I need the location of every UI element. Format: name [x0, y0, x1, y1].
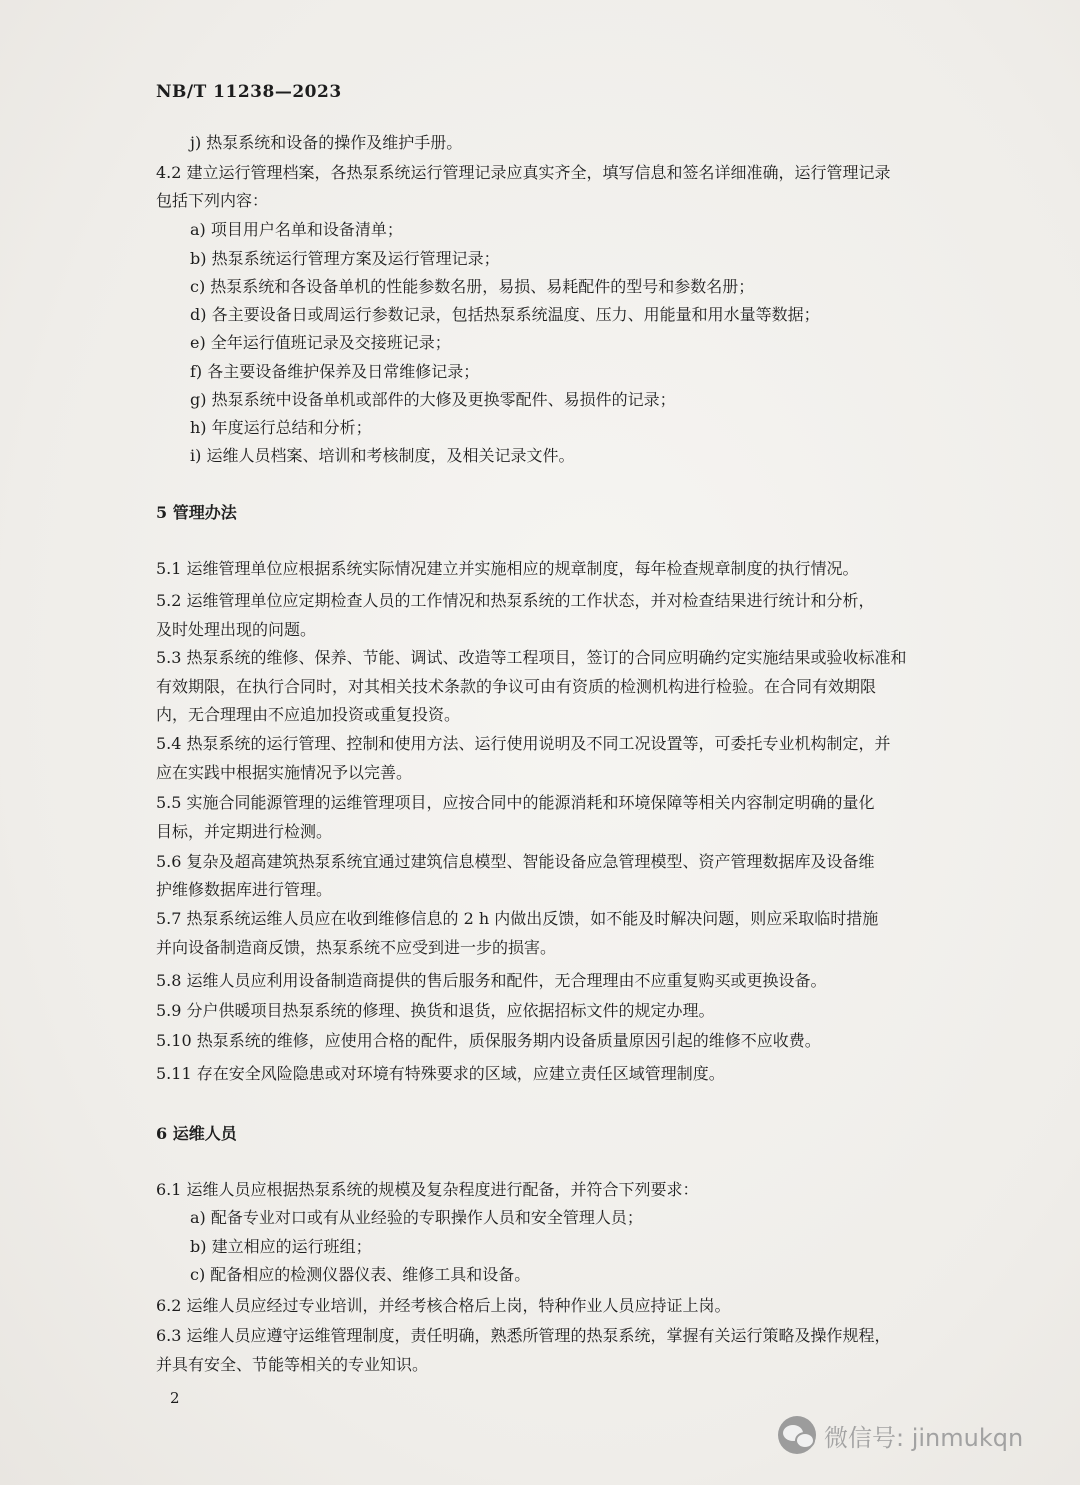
text-line: 5.10 热泵系统的维修，应使用合格的配件，质保服务期内设备质量原因引起的维修不应收费。 [156, 1031, 821, 1050]
text-line: 6.3 运维人员应遵守运维管理制度，责任明确，熟悉所管理的热泵系统，掌握有关运行策略及操作规程， [156, 1326, 891, 1345]
text-line: i) 运维人员档案、培训和考核制度，及相关记录文件。 [190, 446, 575, 465]
text-line: a) 项目用户名单和设备清单； [190, 220, 403, 239]
text-line: c) 热泵系统和各设备单机的性能参数名册，易损、易耗配件的型号和参数名册； [190, 277, 755, 296]
text-line: 有效期限，在执行合同时，对其相关技术条款的争议可由有资质的检测机构进行检验。在合同有效期限 [156, 677, 877, 696]
text-line: 并具有安全、节能等相关的专业知识。 [156, 1355, 429, 1374]
text-line: 5.11 存在安全风险隐患或对环境有特殊要求的区域，应建立责任区域管理制度。 [156, 1064, 725, 1083]
text-line: j) 热泵系统和设备的操作及维护手册。 [190, 133, 463, 152]
text-line: 5.7 热泵系统运维人员应在收到维修信息的 2 h 内做出反馈，如不能及时解决问题，则应采取临时措施 [156, 909, 879, 928]
text-line: a) 配备专业对口或有从业经验的专职操作人员和安全管理人员； [190, 1208, 643, 1227]
text-line: 目标，并定期进行检测。 [156, 822, 333, 841]
text-line: d) 各主要设备日或周运行参数记录，包括热泵系统温度、压力、用能量和用水量等数据； [190, 305, 820, 324]
page-number: 2 [170, 1389, 180, 1407]
text-line: 5.8 运维人员应利用设备制造商提供的售后服务和配件，无合理理由不应重复购买或更换设备。 [156, 971, 827, 990]
text-line: 5.5 实施合同能源管理的运维管理项目，应按合同中的能源消耗和环境保障等相关内容制定明确的量化 [156, 793, 875, 812]
section-heading: 5 管理办法 [156, 503, 237, 522]
text-line: 5.3 热泵系统的维修、保养、节能、调试、改造等工程项目，签订的合同应明确约定实施结果或验收标准和 [156, 648, 907, 667]
text-line: c) 配备相应的检测仪器仪表、维修工具和设备。 [190, 1265, 531, 1284]
wechat-icon [778, 1416, 816, 1454]
text-line: b) 热泵系统运行管理方案及运行管理记录； [190, 249, 500, 268]
text-line: 护维修数据库进行管理。 [156, 880, 333, 899]
text-line: 5.9 分户供暖项目热泵系统的修理、换货和退货，应依据招标文件的规定办理。 [156, 1001, 715, 1020]
text-line: 6.2 运维人员应经过专业培训，并经考核合格后上岗，特种作业人员应持证上岗。 [156, 1296, 731, 1315]
text-line: 内，无合理理由不应追加投资或重复投资。 [156, 705, 461, 724]
text-line: 并向设备制造商反馈，热泵系统不应受到进一步的损害。 [156, 938, 557, 957]
section-heading: 6 运维人员 [156, 1124, 237, 1143]
watermark-text: 微信号: jinmukqn [824, 1423, 1024, 1452]
text-line: 5.6 复杂及超高建筑热泵系统宜通过建筑信息模型、智能设备应急管理模型、资产管理数据库及设备维 [156, 852, 875, 871]
text-line: 4.2 建立运行管理档案，各热泵系统运行管理记录应真实齐全，填写信息和签名详细准确，运行管理记录 [156, 163, 891, 182]
text-line: h) 年度运行总结和分析； [190, 418, 372, 437]
text-line: 包括下列内容： [156, 191, 269, 210]
text-line: f) 各主要设备维护保养及日常维修记录； [190, 362, 480, 381]
text-line: g) 热泵系统中设备单机或部件的大修及更换零配件、易损件的记录； [190, 390, 676, 409]
text-line: 5.1 运维管理单位应根据系统实际情况建立并实施相应的规章制度，每年检查规章制度的执行情况。 [156, 559, 859, 578]
text-line: b) 建立相应的运行班组； [190, 1237, 372, 1256]
text-line: 6.1 运维人员应根据热泵系统的规模及复杂程度进行配备，并符合下列要求： [156, 1180, 699, 1199]
text-line: 及时处理出现的问题。 [156, 620, 317, 639]
standard-code: NB/T 11238—2023 [156, 82, 342, 102]
text-line: 应在实践中根据实施情况予以完善。 [156, 763, 413, 782]
text-line: 5.4 热泵系统的运行管理、控制和使用方法、运行使用说明及不同工况设置等，可委托专业机构制定，并 [156, 734, 891, 753]
watermark [778, 1415, 1023, 1455]
text-line: e) 全年运行值班记录及交接班记录； [190, 333, 451, 352]
text-line: 5.2 运维管理单位应定期检查人员的工作情况和热泵系统的工作状态，并对检查结果进行统计和分析， [156, 591, 875, 610]
